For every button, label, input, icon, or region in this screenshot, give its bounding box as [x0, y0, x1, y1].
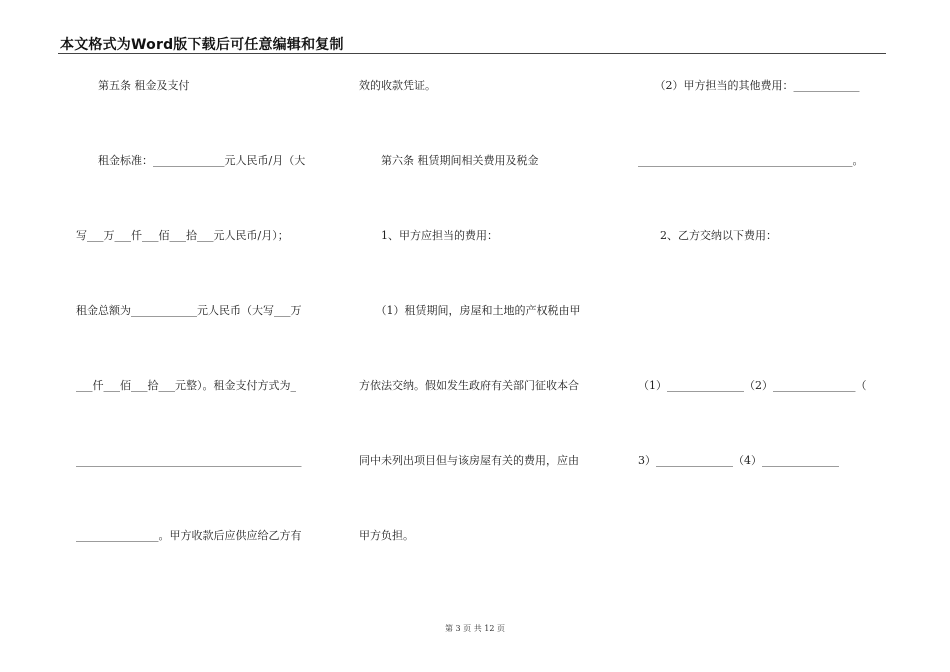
text-line: _________________________________________ — [76, 454, 302, 467]
text-line: ___仟___佰___拾___元整）。租金支付方式为_ — [76, 379, 296, 392]
text-line: 3）______________（4）______________ — [638, 454, 839, 467]
page-number-footer: 第 3 页 共 12 页 — [445, 624, 505, 633]
text-line: 同中未列出项目但与该房屋有关的费用，应由 — [359, 454, 579, 467]
text-line: 第六条 租赁期间相关费用及税金 — [359, 154, 539, 167]
text-line: 写___万___仟___佰___拾___元人民币/月）； — [76, 229, 289, 242]
text-line: 1、甲方应担当的费用： — [359, 229, 498, 242]
text-line: 租金标准：_____________元人民币/月（大 — [76, 154, 306, 167]
text-column-2 — [359, 0, 609, 600]
text-line: 方依法交纳。假如发生政府有关部门征收本合 — [359, 379, 579, 392]
text-line: 效的收款凭证。 — [359, 79, 436, 92]
text-line: _______________________________________。 — [638, 154, 864, 167]
text-line: （1）______________（2）_______________（ — [638, 379, 867, 392]
text-column-3 — [638, 0, 888, 600]
text-line: 2、乙方交纳以下费用： — [638, 229, 777, 242]
text-line: 甲方负担。 — [359, 529, 414, 542]
text-line: 租金总额为____________元人民币（大写___万 — [76, 304, 302, 317]
text-line: _______________。甲方收款后应供应给乙方有 — [76, 529, 302, 542]
document-header-title: 本文格式为Word版下载后可任意编辑和复制 — [60, 37, 344, 53]
text-column-1 — [76, 0, 324, 600]
text-line: （2）甲方担当的其他费用：____________ — [638, 79, 860, 92]
text-line: 第五条 租金及支付 — [76, 79, 190, 92]
text-line: （1）租赁期间，房屋和土地的产权税由甲 — [359, 304, 581, 317]
